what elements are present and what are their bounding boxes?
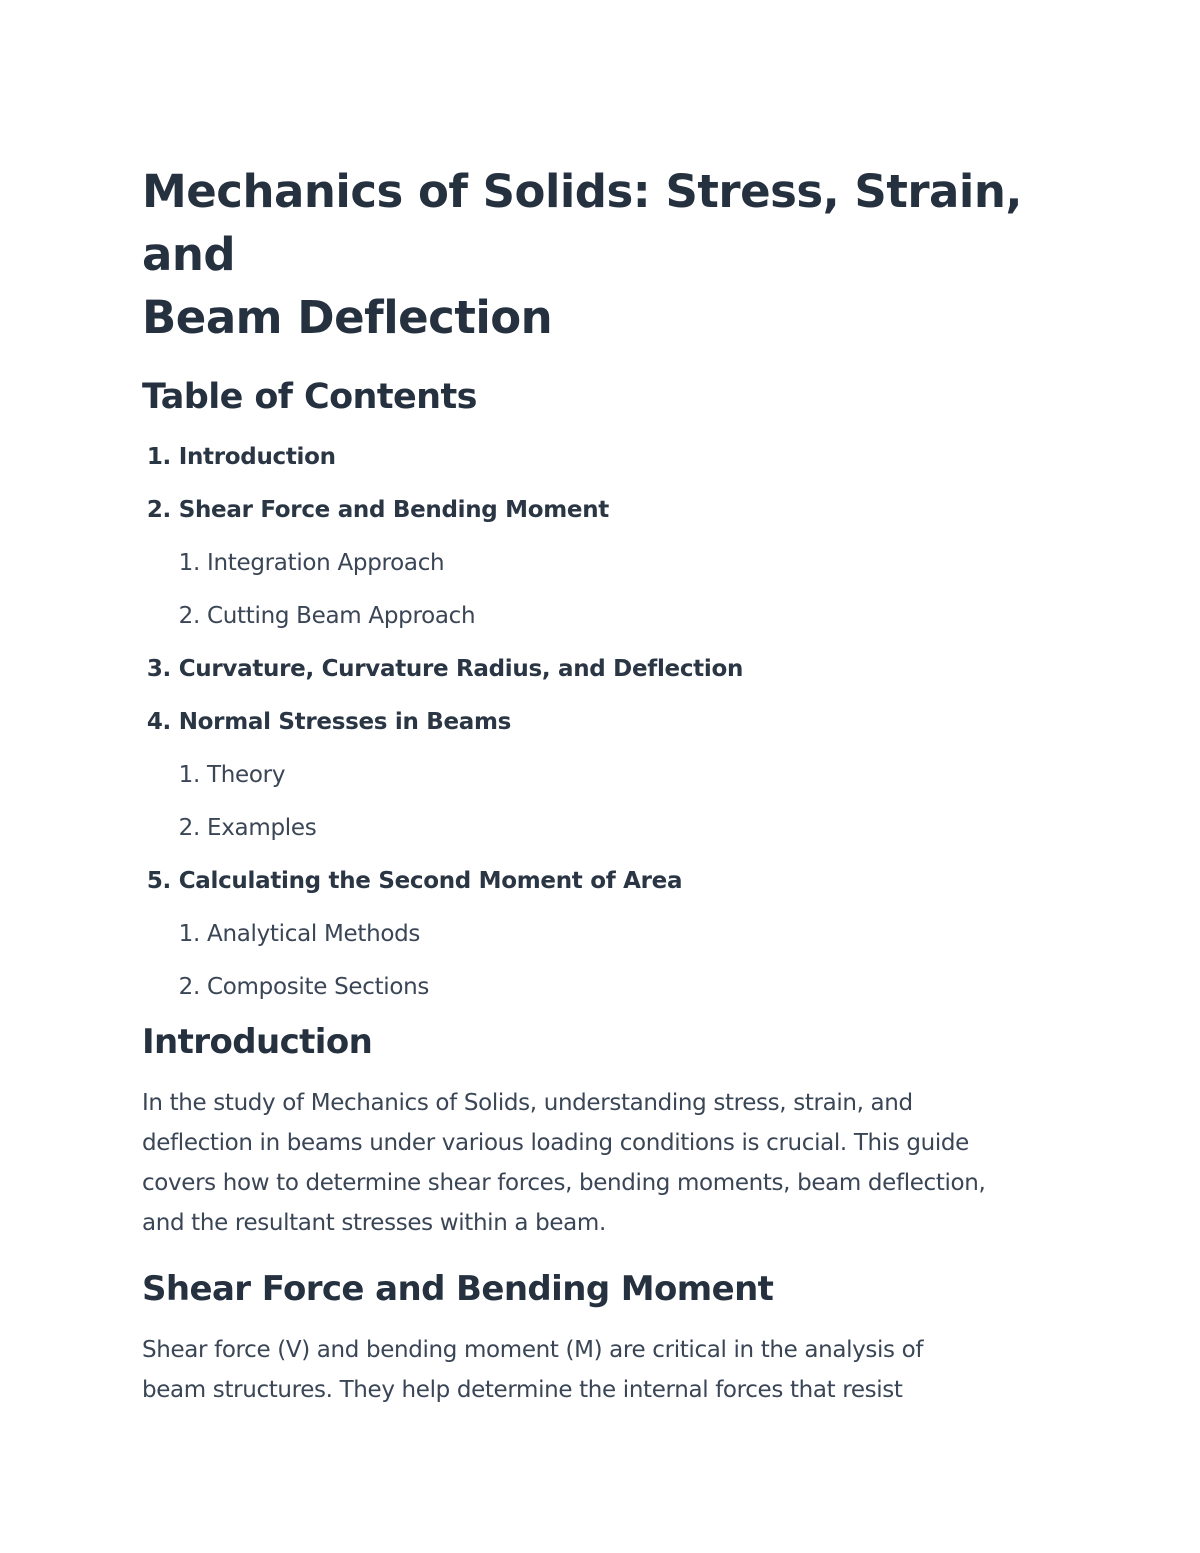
toc-item-introduction[interactable] — [142, 442, 1072, 495]
shear-force-paragraph — [142, 1330, 1072, 1410]
toc-item-label: Curvature, Curvature Radius, and Deflection — [178, 656, 744, 682]
toc-item-number: 1. — [178, 921, 200, 947]
toc-subitem-examples[interactable] — [142, 813, 1072, 866]
document-page — [142, 160, 1072, 1410]
introduction-paragraph — [142, 1083, 1072, 1243]
toc-item-label: Shear Force and Bending Moment — [178, 497, 609, 523]
section-heading-introduction: Introduction — [142, 1022, 373, 1062]
toc-subitem-composite-sections[interactable] — [142, 972, 1072, 1008]
document-title-line-2: Beam Deflection — [142, 291, 553, 344]
toc-item-curvature-deflection[interactable] — [142, 654, 1072, 707]
toc-subitem-cutting-beam-approach[interactable] — [142, 601, 1072, 654]
toc-subitem-integration-approach[interactable] — [142, 548, 1072, 601]
toc-item-label: Cutting Beam Approach — [207, 603, 476, 629]
toc-subitem-analytical-methods[interactable] — [142, 919, 1072, 972]
toc-item-label: Normal Stresses in Beams — [178, 709, 512, 735]
toc-item-number: 1. — [146, 444, 171, 470]
paragraph-line: In the study of Mechanics of Solids, understanding stress, strain, and — [142, 1090, 913, 1116]
toc-item-label: Theory — [207, 762, 286, 788]
toc-item-number: 2. — [146, 497, 171, 523]
paragraph-line: deflection in beams under various loading conditions is crucial. This guide — [142, 1130, 969, 1156]
toc-item-normal-stresses[interactable] — [142, 707, 1072, 760]
paragraph-line: beam structures. They help determine the internal forces that resist — [142, 1377, 903, 1403]
document-title — [142, 160, 1072, 349]
section-heading-shear-force: Shear Force and Bending Moment — [142, 1269, 774, 1309]
toc-item-number: 1. — [178, 762, 200, 788]
toc-item-label: Examples — [207, 815, 317, 841]
toc-item-label: Introduction — [178, 444, 336, 470]
toc-item-shear-force-bending-moment[interactable] — [142, 495, 1072, 548]
toc-heading: Table of Contents — [142, 377, 477, 417]
toc-item-number: 2. — [178, 815, 200, 841]
toc-item-number: 5. — [146, 868, 171, 894]
toc-item-label: Calculating the Second Moment of Area — [178, 868, 683, 894]
toc-item-label: Composite Sections — [207, 974, 430, 1000]
toc-item-number: 2. — [178, 603, 200, 629]
toc-item-label: Integration Approach — [207, 550, 445, 576]
paragraph-line: Shear force (V) and bending moment (M) are critical in the analysis of — [142, 1337, 924, 1363]
toc-item-number: 2. — [178, 974, 200, 1000]
document-title-line-1: Mechanics of Solids: Stress, Strain, and — [142, 165, 1022, 281]
toc-item-number: 3. — [146, 656, 171, 682]
toc-item-number: 1. — [178, 550, 200, 576]
toc-subitem-theory[interactable] — [142, 760, 1072, 813]
toc-item-label: Analytical Methods — [207, 921, 421, 947]
toc-item-second-moment-of-area[interactable] — [142, 866, 1072, 919]
paragraph-line: and the resultant stresses within a beam. — [142, 1210, 606, 1236]
toc-item-number: 4. — [146, 709, 171, 735]
paragraph-line: covers how to determine shear forces, bending moments, beam deflection, — [142, 1170, 986, 1196]
table-of-contents — [142, 442, 1072, 1008]
